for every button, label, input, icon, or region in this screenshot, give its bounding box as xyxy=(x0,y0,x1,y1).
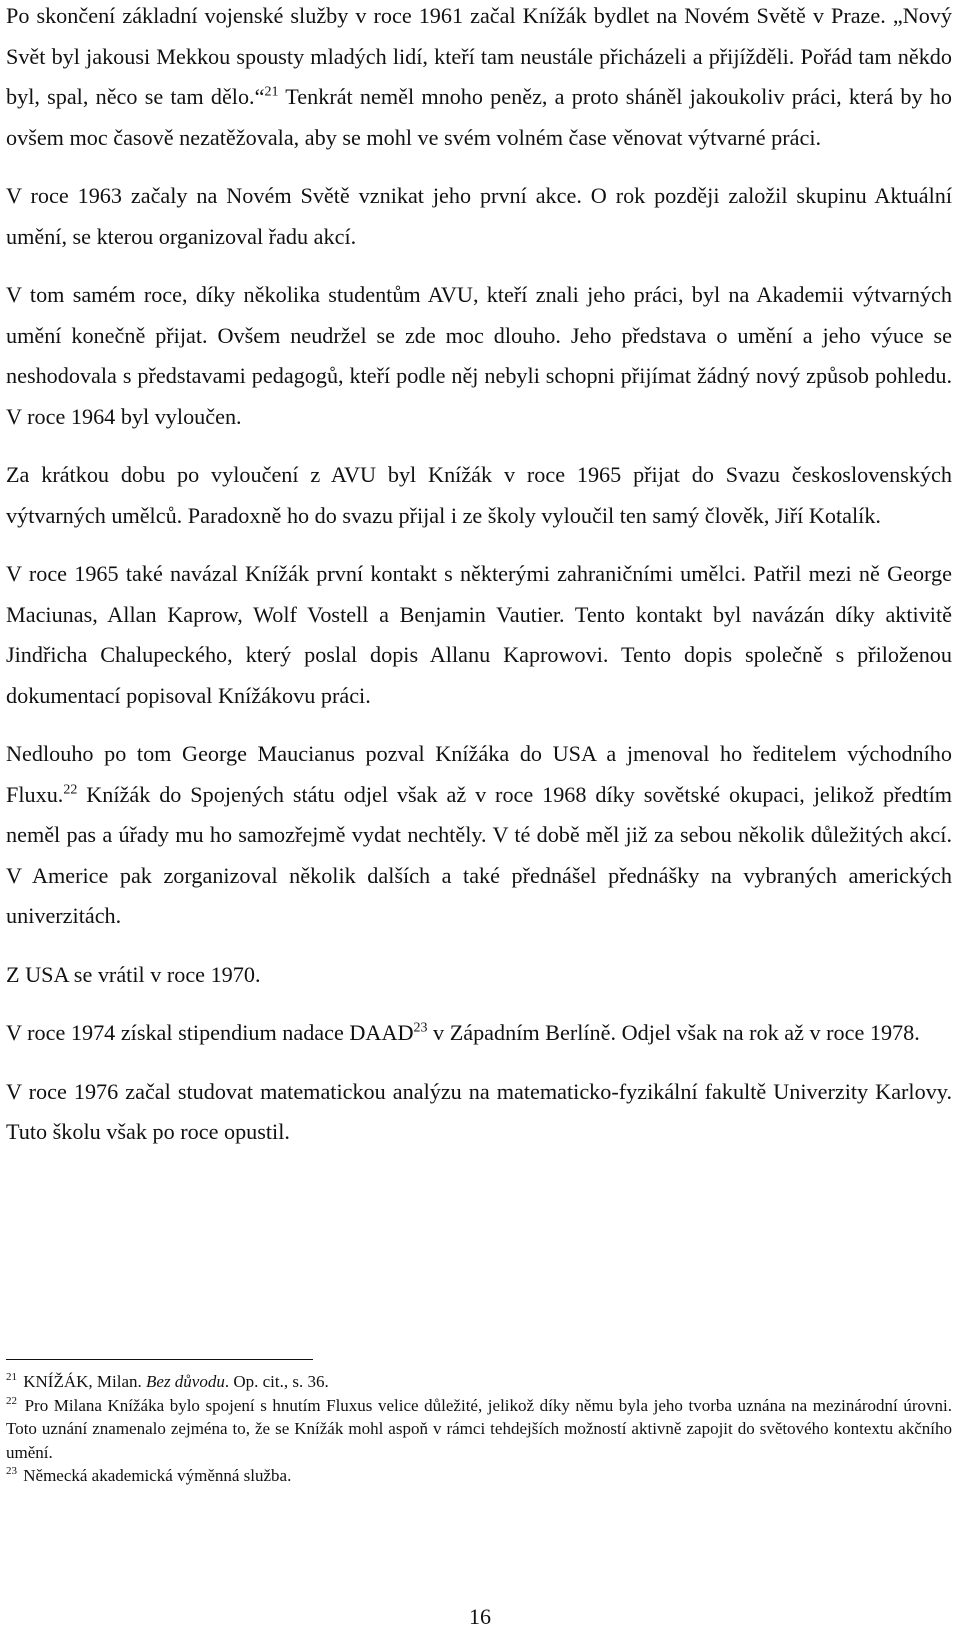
paragraph-7: Z USA se vrátil v roce 1970. xyxy=(6,961,261,987)
footnote-number: 23 xyxy=(6,1465,17,1478)
paragraph-1: Po skončení základní vojenské služby v roce 1961 začal Knížák bydlet na Novém Světě v Praze. „Nový Svět byl jakousi Mekkou spousty mladých lidí, kteří tam neustále přicházeli a přijížděli. Pořád tam někdo byl, spal, něco se tam dělo.“$^{21}$ Tenkrát neměl mnoho peněz, a proto sháněl jakoukoliv práci, která by ho ovšem moc časově nezatěžovala, aby se mohl ve svém volném čase věnovat výtvarné práci. xyxy=(6,3,952,150)
footnote-ref-23[interactable]: 23 xyxy=(413,1020,428,1036)
footnote-number: 21 xyxy=(6,1371,17,1384)
footnote-23: $^{23}$ Německá akademická výměnná služba. xyxy=(6,1465,292,1485)
footnote-ref-21[interactable]: 21 xyxy=(264,84,279,100)
paragraph-5: V roce 1965 také navázal Knížák první kontakt s některými zahraničními umělci. Patřil mezi ně George Maciunas, Allan Kaprow, Wolf Vostell a Benjamin Vautier. Tento kontakt byl navázán díky aktivitě Jindřicha Chalupeckého, který poslal dopis Allanu Kaprowovi. Tento dopis společně s přiloženou dokumentací popisoval Knížákovu práci. xyxy=(6,561,952,708)
paragraph-3: V tom samém roce, díky několika studentům AVU, kteří znali jeho práci, byl na Akademii výtvarných umění konečně přijat. Ovšem neudržel se zde moc dlouho. Jeho představa o umění a jeho výuce se neshodovala s představami pedagogů, kteří podle něj nebyli schopni přijímat žádný nový způsob pohledu. V roce 1964 byl vyloučen. xyxy=(6,282,952,429)
footnotes xyxy=(6,1370,952,1488)
page-number: 16 xyxy=(469,1604,491,1629)
body-text xyxy=(6,0,952,1171)
footnote-separator xyxy=(6,1359,313,1360)
footnote-21: $^{21}$ KNÍŽÁK, Milan. Bez důvodu. Op. cit., s. 36. xyxy=(6,1371,329,1391)
paragraph-6: Nedlouho po tom George Maucianus pozval Knížáka do USA a jmenoval ho ředitelem východního Fluxu.$^{22}$ Knížák do Spojených státu odjel však až v roce 1968 díky sovětské okupaci, jelikož předtím neměl pas a úřady mu ho samozřejmě vydat nechtěly. V té době měl již za sebou několik důležitých akcí. V Americe pak zorganizoval několik dalších a také přednášel přednášky na vybraných amerických univerzitách. xyxy=(6,741,952,928)
paragraph-8: V roce 1974 získal stipendium nadace DAAD$^{23}$ v Západním Berlíně. Odjel však na rok až v roce 1978. xyxy=(6,1020,920,1045)
footnote-22: $^{22}$ Pro Milana Knížáka bylo spojení s hnutím Fluxus velice důležité, jelikož díky němu byla jeho tvorba uznána na mezinárodní úrovni. Toto uznání znamenalo zejména to, že se Knížák mohl aspoň v rámci tehdejších možností aktivně zapojit do světového kontextu akčního umění. xyxy=(6,1394,952,1462)
footnote-ref-22[interactable]: 22 xyxy=(63,782,78,798)
footnote-number: 22 xyxy=(6,1394,17,1407)
paragraph-4: Za krátkou dobu po vyloučení z AVU byl Knížák v roce 1965 přijat do Svazu československých výtvarných umělců. Paradoxně ho do svazu přijal i ze školy vyloučil ten samý člověk, Jiří Kotalík. xyxy=(6,462,952,528)
paragraph-9: V roce 1976 začal studovat matematickou analýzu na matematicko-fyzikální fakultě Univerzity Karlovy. Tuto školu však po roce opustil. xyxy=(6,1078,952,1144)
paragraph-2: V roce 1963 začaly na Novém Světě vznikat jeho první akce. O rok později založil skupinu Aktuální umění, se kterou organizoval řadu akcí. xyxy=(6,183,952,249)
